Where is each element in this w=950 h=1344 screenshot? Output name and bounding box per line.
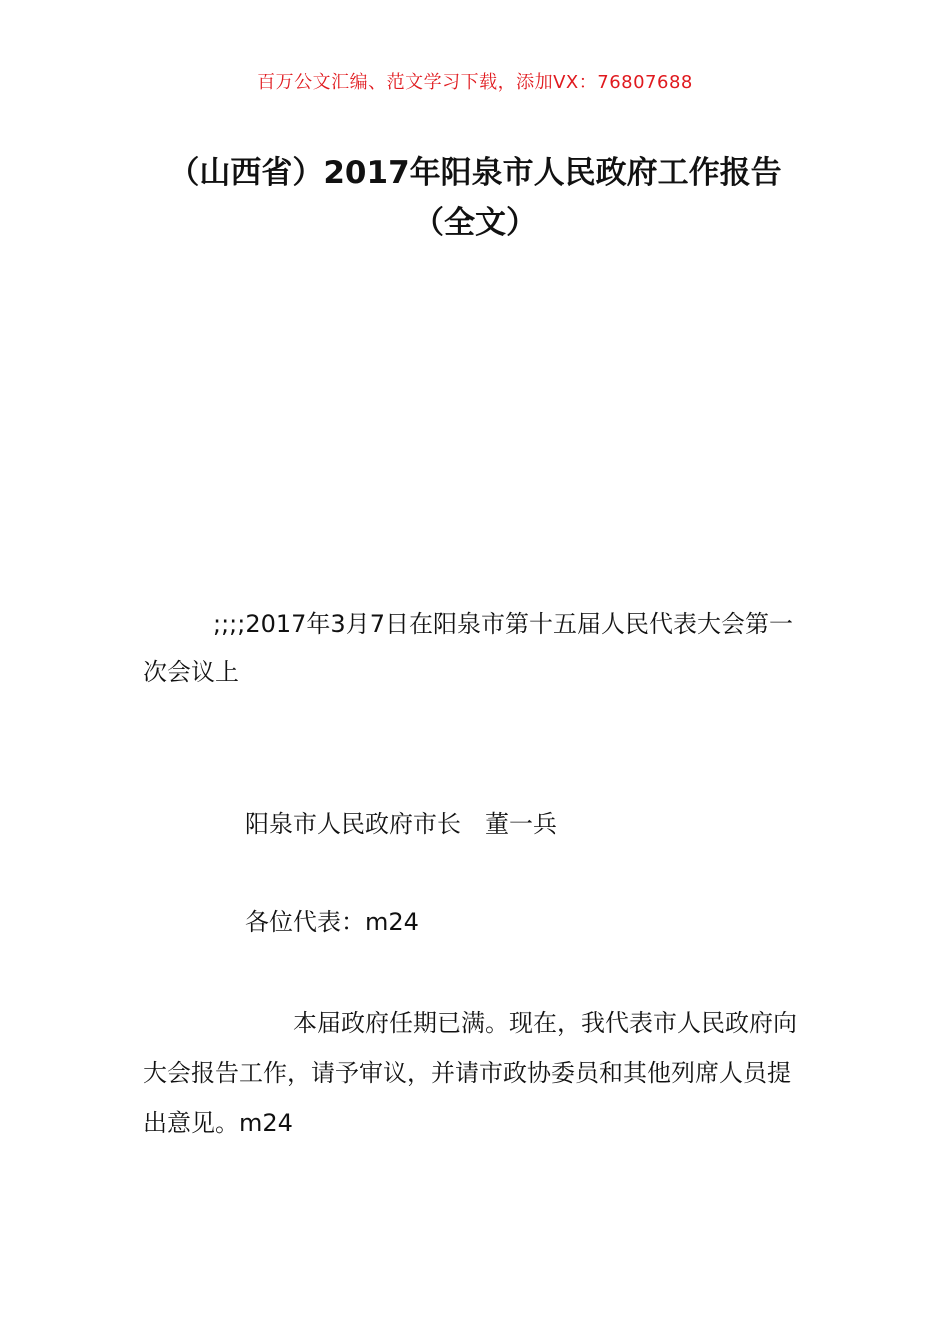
promo-header-note: 百万公文汇编、范文学习下载，添加VX：76807688 [257, 72, 693, 93]
body-paragraph: 本届政府任期已满。现在，我代表市人民政府向大会报告工作，请予审议，并请市政协委员和其他列席人员提出意见。m24 [143, 1009, 797, 1137]
greeting-line: 各位代表：m24 [245, 908, 419, 936]
date-line-paragraph: ;;;;2017年3月7日在阳泉市第十五届人民代表大会第一次会议上 [143, 610, 793, 686]
speaker-line: 阳泉市人民政府市长 董一兵 [245, 810, 557, 838]
document-title: （山西省）2017年阳泉市人民政府工作报告（全文） [168, 155, 782, 241]
